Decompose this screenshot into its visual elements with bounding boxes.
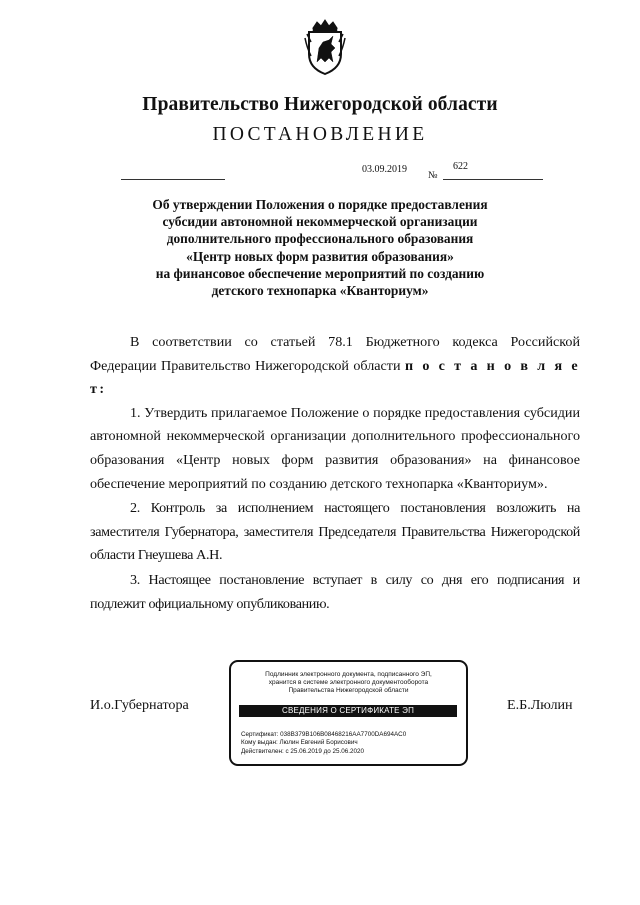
signatory-position: И.о.Губернатора [90,697,189,713]
organization-name: Правительство Нижегородской области [142,94,498,115]
resolves-emphasis: п о с т а н о в л я е т: [90,357,580,398]
preamble-text: В соответствии со статьей 78.1 Бюджетного кодекса Российской Федерации Правительство Нижегородской области [90,334,580,374]
preamble-paragraph [90,331,580,402]
title-line: детского технопарка «Кванториум» [211,283,429,299]
item-1-paragraph: 1. Утвердить прилагаемое Положение о порядке предоставления субсидии автономной некоммерческой организации дополнительного профессионального образования «Центр новых форм развития образования» на финансовое обеспечение мероприятий по созданию детского технопарка «Кванториум». [90,404,580,492]
stamp-certificate-details [241,731,406,756]
item-2-paragraph: 2. Контроль за исполнением настоящего постановления возложить на заместителя Губернатора, заместителя Председателя Правительства Нижегородской области Гнеушева А.Н. [90,500,580,564]
stamp-note [231,671,466,696]
stamp-certificate-id: Сертификат: 038B379B106B08468216AA7700DA694AC0 [241,731,407,738]
number-sign: № [428,170,438,181]
document-date: 03.09.2019 [362,164,407,175]
document-title [100,196,540,299]
number-line [443,179,543,180]
stamp-note-line: Подлинник электронного документа, подписанного ЭП, [265,671,432,678]
item-3-paragraph: 3. Настоящее постановление вступает в силу со дня его подписания и подлежит официальному опубликованию. [90,571,580,612]
stamp-note-line: Правительства Нижегородской области [288,687,409,695]
stamp-issued-to: Кому выдан: Люлин Евгений Борисович [241,739,358,747]
document-number: 622 [453,161,468,172]
title-line: субсидии автономной некоммерческой организации [162,214,478,230]
document-type: ПОСТАНОВЛЕНИЕ [212,124,428,145]
stamp-certificate-header: СВЕДЕНИЯ О СЕРТИФИКАТЕ ЭП [239,705,457,717]
e-signature-stamp [229,660,468,766]
blank-line-left [121,179,225,180]
title-line: на финансовое обеспечение мероприятий по созданию [155,265,485,281]
title-line: «Центр новых форм развития образования» [186,248,454,264]
title-line: дополнительного профессионального образования [166,231,474,247]
signatory-name: Е.Б.Люлин [507,697,573,713]
document-body [90,331,580,616]
stamp-note-line: хранится в системе электронного документооборота [268,679,429,687]
stamp-validity: Действителен: с 25.06.2019 до 25.06.2020 [241,747,365,755]
coat-of-arms-icon [303,18,347,76]
title-line: Об утверждении Положения о порядке предоставления [152,197,488,212]
